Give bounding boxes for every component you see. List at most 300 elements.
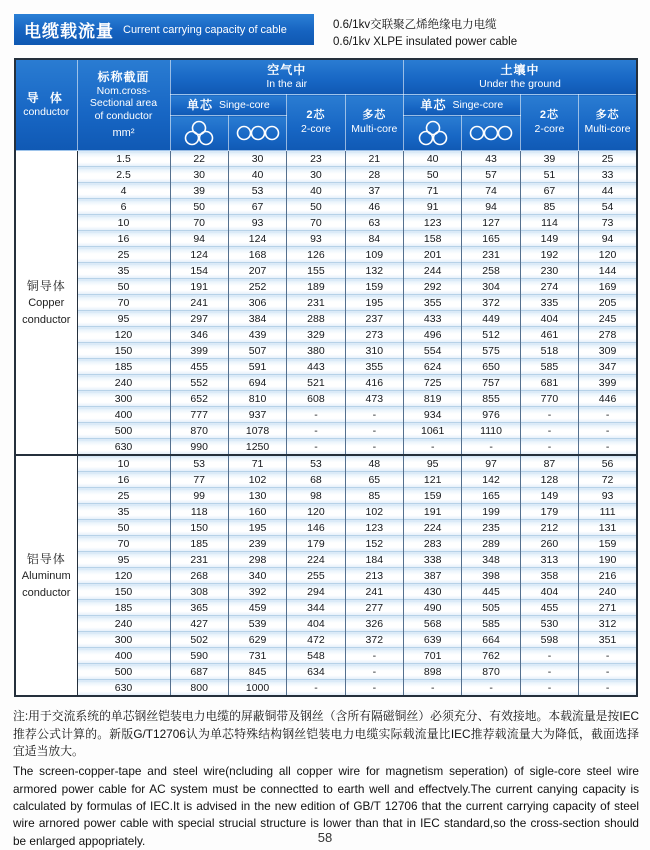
capacity-value: 554: [404, 343, 462, 359]
capacity-value: 22: [170, 151, 228, 167]
capacity-value: -: [287, 439, 345, 456]
capacity-value: 149: [520, 488, 578, 504]
table-row: [15, 664, 637, 680]
area-value: 95: [77, 552, 170, 568]
capacity-value: 355: [404, 295, 462, 311]
capacity-value: -: [579, 423, 637, 439]
capacity-value: 97: [462, 455, 520, 472]
area-value: 630: [77, 439, 170, 456]
capacity-value: 443: [287, 359, 345, 375]
capacity-value: 73: [579, 215, 637, 231]
capacity-value: 326: [345, 616, 403, 632]
capacity-value: 358: [520, 568, 578, 584]
capacity-value: 102: [345, 504, 403, 520]
capacity-value: 304: [462, 279, 520, 295]
capacity-value: 44: [579, 183, 637, 199]
capacity-value: 473: [345, 391, 403, 407]
capacity-value: -: [579, 680, 637, 697]
capacity-value: 165: [462, 488, 520, 504]
capacity-value: -: [520, 664, 578, 680]
table-row: [15, 375, 637, 391]
capacity-value: 239: [228, 536, 286, 552]
capacity-value: 67: [520, 183, 578, 199]
capacity-value: -: [520, 680, 578, 697]
capacity-value: 28: [345, 167, 403, 183]
area-value: 70: [77, 295, 170, 311]
capacity-value: 340: [228, 568, 286, 584]
capacity-value: 770: [520, 391, 578, 407]
capacity-value: 539: [228, 616, 286, 632]
table-row: [15, 199, 637, 215]
capacity-value: 278: [579, 327, 637, 343]
single-ground-en: Singe-core: [452, 98, 504, 111]
capacity-value: 98: [287, 488, 345, 504]
table-row: [15, 151, 637, 167]
capacity-value: -: [404, 439, 462, 456]
table-row: [15, 439, 637, 456]
capacity-value: 344: [287, 600, 345, 616]
capacity-value: -: [462, 680, 520, 697]
table-row: [15, 327, 637, 343]
capacity-value: 490: [404, 600, 462, 616]
capacity-value: 63: [345, 215, 403, 231]
multi-core-ground-en: Multi-core: [584, 123, 631, 136]
area-header-en2: Sectional area: [89, 97, 158, 110]
capacity-value: 548: [287, 648, 345, 664]
capacity-value: 518: [520, 343, 578, 359]
page-title-en: Current carrying capacity of cable: [123, 23, 287, 36]
capacity-value: 91: [404, 199, 462, 215]
subheader-2core-ground: [520, 95, 578, 151]
capacity-value: 205: [579, 295, 637, 311]
capacity-value: 472: [287, 632, 345, 648]
capacity-value: 179: [520, 504, 578, 520]
capacity-value: 241: [345, 584, 403, 600]
table-row: [15, 279, 637, 295]
capacity-value: 168: [228, 247, 286, 263]
capacity-value: 85: [520, 199, 578, 215]
area-value: 300: [77, 632, 170, 648]
capacity-value: 252: [228, 279, 286, 295]
capacity-value: 289: [462, 536, 520, 552]
capacity-value: 30: [287, 167, 345, 183]
capacity-value: 591: [228, 359, 286, 375]
table-row: [15, 616, 637, 632]
capacity-value: 127: [462, 215, 520, 231]
capacity-value: 681: [520, 375, 578, 391]
capacity-value: 639: [404, 632, 462, 648]
capacity-value: 30: [170, 167, 228, 183]
area-value: 500: [77, 423, 170, 439]
capacity-value: 347: [579, 359, 637, 375]
capacity-value: -: [345, 680, 403, 697]
capacity-value: 230: [520, 263, 578, 279]
capacity-value: 46: [345, 199, 403, 215]
capacity-value: 255: [287, 568, 345, 584]
capacity-value: 212: [520, 520, 578, 536]
table-row: [15, 231, 637, 247]
capacity-value: 725: [404, 375, 462, 391]
capacity-value: 120: [579, 247, 637, 263]
single-ground-zh: 单芯: [420, 97, 447, 112]
capacity-value: -: [520, 407, 578, 423]
capacity-value: 159: [345, 279, 403, 295]
area-value: 400: [77, 407, 170, 423]
capacity-value: 427: [170, 616, 228, 632]
capacity-value: 288: [287, 311, 345, 327]
capacity-value: 56: [579, 455, 637, 472]
capacity-value: 355: [345, 359, 403, 375]
capacity-value: 94: [462, 199, 520, 215]
capacity-value: 273: [345, 327, 403, 343]
capacity-value: -: [462, 439, 520, 456]
capacity-value: 237: [345, 311, 403, 327]
capacity-value: 132: [345, 263, 403, 279]
capacity-value: 810: [228, 391, 286, 407]
capacity-value: 21: [345, 151, 403, 167]
capacity-value: 392: [228, 584, 286, 600]
area-value: 50: [77, 520, 170, 536]
capacity-value: 30: [228, 151, 286, 167]
capacity-value: 430: [404, 584, 462, 600]
capacity-value: 165: [462, 231, 520, 247]
footnotes: [13, 708, 639, 850]
area-value: 70: [77, 536, 170, 552]
two-core-ground-en: 2-core: [534, 123, 565, 136]
capacity-value: 40: [404, 151, 462, 167]
capacity-value: 67: [228, 199, 286, 215]
flat-cores-icon: [468, 124, 514, 142]
capacity-value: 25: [579, 151, 637, 167]
capacity-value: 309: [579, 343, 637, 359]
capacity-value: 271: [579, 600, 637, 616]
capacity-value: 687: [170, 664, 228, 680]
capacity-value: 123: [404, 215, 462, 231]
capacity-value: 496: [404, 327, 462, 343]
capacity-value: 502: [170, 632, 228, 648]
capacity-value: 48: [345, 455, 403, 472]
capacity-value: 71: [228, 455, 286, 472]
cable-type-subtitle: [333, 17, 517, 50]
capacity-value: 93: [287, 231, 345, 247]
capacity-value: 283: [404, 536, 462, 552]
capacity-value: 155: [287, 263, 345, 279]
capacity-value: 169: [579, 279, 637, 295]
area-value: 50: [77, 279, 170, 295]
conductor-header-zh: 导 体: [26, 91, 66, 106]
capacity-value: 146: [287, 520, 345, 536]
capacity-value: 777: [170, 407, 228, 423]
two-core-ground-zh: 2芯: [539, 109, 559, 122]
capacity-value: 39: [170, 183, 228, 199]
capacity-value: 372: [462, 295, 520, 311]
area-header-zh: 标称截面: [97, 69, 150, 84]
area-value: 6: [77, 199, 170, 215]
capacity-value: 191: [404, 504, 462, 520]
capacity-value: 150: [170, 520, 228, 536]
capacity-value: 731: [228, 648, 286, 664]
capacity-value: -: [345, 423, 403, 439]
capacity-value: 372: [345, 632, 403, 648]
capacity-value: 585: [462, 616, 520, 632]
capacity-value: 207: [228, 263, 286, 279]
trefoil-cores-icon: [413, 119, 453, 147]
area-value: 630: [77, 680, 170, 697]
capacity-value: 652: [170, 391, 228, 407]
capacity-value: 446: [579, 391, 637, 407]
table-row: [15, 648, 637, 664]
capacity-value: -: [345, 407, 403, 423]
table-row: [15, 423, 637, 439]
single-air-zh: 单芯: [186, 97, 213, 112]
table-row: [15, 407, 637, 423]
capacity-value: 130: [228, 488, 286, 504]
capacity-value: -: [345, 439, 403, 456]
area-value: 400: [77, 648, 170, 664]
area-value: 120: [77, 568, 170, 584]
capacity-value: 231: [287, 295, 345, 311]
area-value: 10: [77, 455, 170, 472]
capacity-value: 213: [345, 568, 403, 584]
capacity-value: 608: [287, 391, 345, 407]
capacity-value: 329: [287, 327, 345, 343]
capacity-value: 298: [228, 552, 286, 568]
trefoil-cores-icon-ground: [404, 116, 462, 151]
capacity-value: 190: [579, 552, 637, 568]
subheader-multicore-ground: [579, 95, 637, 151]
flat-cores-icon: [235, 124, 281, 142]
flat-cores-icon-air: [228, 116, 286, 151]
capacity-value: 111: [579, 504, 637, 520]
group-ground-zh: 土壤中: [500, 63, 540, 78]
capacity-value: 976: [462, 407, 520, 423]
subheader-single-air: [170, 95, 287, 116]
capacity-value: -: [520, 423, 578, 439]
capacity-value: 245: [579, 311, 637, 327]
capacity-value: 95: [404, 455, 462, 472]
table-row: [15, 552, 637, 568]
capacity-value: 50: [170, 199, 228, 215]
capacity-value: 433: [404, 311, 462, 327]
capacity-value: 439: [228, 327, 286, 343]
capacity-value: 1250: [228, 439, 286, 456]
capacity-value: 57: [462, 167, 520, 183]
area-value: 150: [77, 343, 170, 359]
table-row: [15, 343, 637, 359]
conductor-header-en: conductor: [23, 106, 70, 119]
capacity-value: 445: [462, 584, 520, 600]
capacity-value: 53: [170, 455, 228, 472]
area-value: 185: [77, 359, 170, 375]
single-air-en: Singe-core: [218, 98, 270, 111]
capacity-value: 898: [404, 664, 462, 680]
cable-type-zh: 0.6/1kv交联聚乙烯绝缘电力电缆: [333, 19, 497, 31]
capacity-value: 399: [579, 375, 637, 391]
capacity-value: 650: [462, 359, 520, 375]
capacity-value: 231: [462, 247, 520, 263]
multi-core-air-zh: 多芯: [362, 109, 387, 122]
capacity-value: 192: [520, 247, 578, 263]
capacity-value: 65: [345, 472, 403, 488]
capacity-value: 585: [520, 359, 578, 375]
capacity-value: 455: [520, 600, 578, 616]
capacity-value: 306: [228, 295, 286, 311]
capacity-value: -: [520, 439, 578, 456]
capacity-table: [14, 58, 638, 697]
capacity-value: 235: [462, 520, 520, 536]
capacity-value: 268: [170, 568, 228, 584]
capacity-value: 23: [287, 151, 345, 167]
capacity-value: -: [579, 664, 637, 680]
capacity-value: 845: [228, 664, 286, 680]
capacity-value: 387: [404, 568, 462, 584]
group-header-air: [170, 59, 404, 95]
capacity-value: 241: [170, 295, 228, 311]
capacity-value: 598: [520, 632, 578, 648]
area-value: 120: [77, 327, 170, 343]
capacity-value: 624: [404, 359, 462, 375]
capacity-value: 757: [462, 375, 520, 391]
capacity-value: 87: [520, 455, 578, 472]
page-title-zh: 电缆载流量: [24, 22, 114, 41]
capacity-value: 1110: [462, 423, 520, 439]
area-value: 2.5: [77, 167, 170, 183]
area-value: 35: [77, 504, 170, 520]
capacity-value: 131: [579, 520, 637, 536]
capacity-value: 568: [404, 616, 462, 632]
capacity-value: 51: [520, 167, 578, 183]
capacity-value: 40: [287, 183, 345, 199]
capacity-value: 297: [170, 311, 228, 327]
capacity-value: 701: [404, 648, 462, 664]
capacity-value: 552: [170, 375, 228, 391]
note-zh: 注:用于交流系统的单芯钢丝铠装电力电缆的屏蔽铜带及钢丝（含所有隔磁铜丝）必须充分、有效接地。本载流量是按IEC推荐公式计算的。新版G/T12706认为单芯特殊结构钢丝铠装电力电缆实际载流量比IEC推荐载流量大为降低，截面选择宜适当放大。: [13, 709, 639, 759]
capacity-value: 240: [579, 584, 637, 600]
page-title-banner: [14, 14, 314, 45]
capacity-value: 189: [287, 279, 345, 295]
capacity-value: 149: [520, 231, 578, 247]
area-value: 16: [77, 472, 170, 488]
trefoil-cores-icon-air: [170, 116, 228, 151]
capacity-value: 93: [579, 488, 637, 504]
area-value: 300: [77, 391, 170, 407]
area-value: 4: [77, 183, 170, 199]
capacity-value: 185: [170, 536, 228, 552]
capacity-value: 384: [228, 311, 286, 327]
capacity-value: 142: [462, 472, 520, 488]
capacity-value: 85: [345, 488, 403, 504]
capacity-value: 348: [462, 552, 520, 568]
capacity-value: 365: [170, 600, 228, 616]
capacity-value: 121: [404, 472, 462, 488]
capacity-value: 184: [345, 552, 403, 568]
area-header-en1: Nom.cross-: [96, 85, 151, 98]
capacity-value: 521: [287, 375, 345, 391]
capacity-value: 274: [520, 279, 578, 295]
table-row: [15, 472, 637, 488]
area-value: 240: [77, 616, 170, 632]
capacity-value: 1000: [228, 680, 286, 697]
capacity-value: 43: [462, 151, 520, 167]
capacity-value: 634: [287, 664, 345, 680]
capacity-value: 123: [345, 520, 403, 536]
conductor-column-header: [15, 59, 77, 151]
capacity-value: 216: [579, 568, 637, 584]
trefoil-cores-icon: [179, 119, 219, 147]
capacity-value: 179: [287, 536, 345, 552]
table-header: [15, 59, 637, 151]
note-en: The screen-copper-tape and steel wire(ncluding all copper wire for magnetism seperation) of sigle-core steel wire armored power cable for AC system must be connectted to earth well and effectvely.The current canying capacity is calculated by formulas of IEC.It is advised in the new edition of GB/T 12706 that the current carrying capacity of steel wire arnored power cable with special strucial structure is lower than that in IEC standard,so the cross-section should be enlarged appopriately.: [13, 764, 639, 848]
capacity-value: 346: [170, 327, 228, 343]
capacity-value: -: [404, 680, 462, 697]
capacity-value: 1061: [404, 423, 462, 439]
table-row: [15, 600, 637, 616]
capacity-value: 124: [228, 231, 286, 247]
capacity-value: 459: [228, 600, 286, 616]
conductor-section-label: 铝导体 Aluminum conductor: [15, 455, 77, 696]
capacity-value: 416: [345, 375, 403, 391]
capacity-value: 404: [520, 584, 578, 600]
capacity-value: 39: [520, 151, 578, 167]
group-air-en: In the air: [266, 78, 308, 91]
subheader-multicore-air: [345, 95, 403, 151]
capacity-value: 762: [462, 648, 520, 664]
capacity-value: 512: [462, 327, 520, 343]
table-row: [15, 680, 637, 697]
subheader-single-ground: [404, 95, 521, 116]
area-value: 240: [77, 375, 170, 391]
subheader-2core-air: [287, 95, 345, 151]
capacity-value: 50: [404, 167, 462, 183]
capacity-value: 128: [520, 472, 578, 488]
capacity-value: 94: [579, 231, 637, 247]
area-value: 500: [77, 664, 170, 680]
area-value: 10: [77, 215, 170, 231]
area-value: 25: [77, 247, 170, 263]
capacity-value: 159: [579, 536, 637, 552]
group-header-ground: [404, 59, 638, 95]
capacity-value: 629: [228, 632, 286, 648]
capacity-value: 449: [462, 311, 520, 327]
capacity-value: 53: [228, 183, 286, 199]
cable-type-en: 0.6/1kv XLPE insulated power cable: [333, 35, 518, 48]
capacity-value: 1078: [228, 423, 286, 439]
capacity-value: 990: [170, 439, 228, 456]
capacity-value: 590: [170, 648, 228, 664]
capacity-value: 40: [228, 167, 286, 183]
capacity-value: 50: [287, 199, 345, 215]
capacity-value: 258: [462, 263, 520, 279]
capacity-value: -: [287, 423, 345, 439]
capacity-value: 507: [228, 343, 286, 359]
capacity-value: 195: [345, 295, 403, 311]
capacity-value: 937: [228, 407, 286, 423]
capacity-value: 160: [228, 504, 286, 520]
table-row: [15, 167, 637, 183]
capacity-value: 84: [345, 231, 403, 247]
capacity-value: -: [345, 664, 403, 680]
capacity-value: 380: [287, 343, 345, 359]
area-value: 185: [77, 600, 170, 616]
capacity-value: 399: [170, 343, 228, 359]
capacity-value: -: [287, 407, 345, 423]
capacity-value: 159: [404, 488, 462, 504]
area-value: 16: [77, 231, 170, 247]
capacity-table-wrapper: [14, 58, 638, 697]
capacity-value: 77: [170, 472, 228, 488]
capacity-value: 144: [579, 263, 637, 279]
capacity-value: 74: [462, 183, 520, 199]
